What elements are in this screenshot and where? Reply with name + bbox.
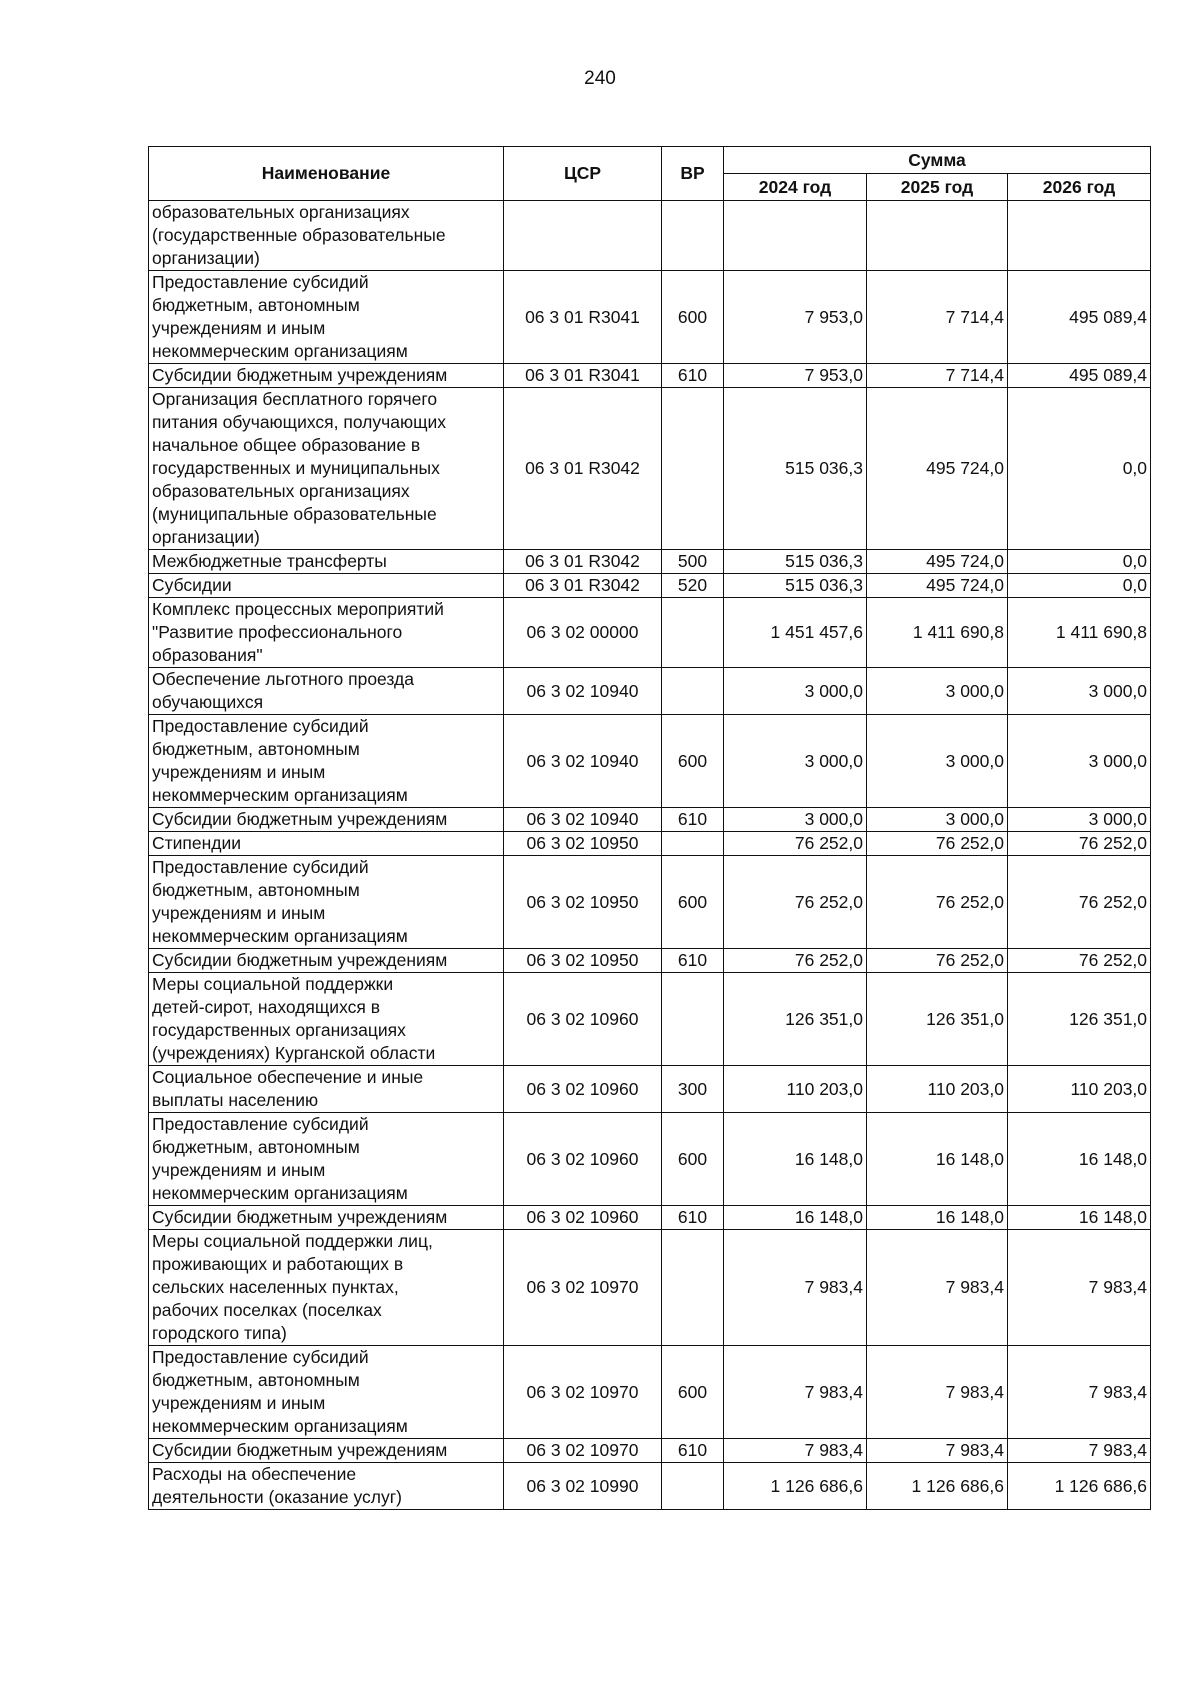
table-row [149, 271, 1151, 364]
cell-csr: 06 3 01 R3042 [504, 574, 662, 598]
cell-name: Предоставление субсидий бюджетным, автономным учреждениям и иным некоммерческим организациям [149, 715, 504, 808]
header-sum: Сумма [724, 147, 1151, 174]
cell-vr [662, 201, 724, 271]
cell-2024: 76 252,0 [724, 832, 867, 856]
table-row [149, 1206, 1151, 1230]
cell-name: Предоставление субсидий бюджетным, автономным учреждениям и иным некоммерческим организациям [149, 856, 504, 949]
cell-vr: 610 [662, 808, 724, 832]
cell-vr: 610 [662, 949, 724, 973]
table-row [149, 668, 1151, 715]
cell-vr [662, 832, 724, 856]
cell-2024: 3 000,0 [724, 808, 867, 832]
cell-2024 [724, 201, 867, 271]
cell-2026: 0,0 [1008, 388, 1151, 550]
cell-name: Обеспечение льготного проезда обучающихся [149, 668, 504, 715]
cell-vr: 600 [662, 1346, 724, 1439]
cell-vr: 610 [662, 364, 724, 388]
table-row [149, 715, 1151, 808]
cell-vr: 600 [662, 1113, 724, 1206]
cell-2025: 76 252,0 [867, 832, 1008, 856]
cell-name: образовательных организациях (государственные образовательные организации) [149, 201, 504, 271]
header-csr: ЦСР [504, 147, 662, 201]
header-year-2026: 2026 год [1008, 174, 1151, 201]
cell-2024: 110 203,0 [724, 1066, 867, 1113]
cell-name: Субсидии бюджетным учреждениям [149, 1439, 504, 1463]
table-row [149, 949, 1151, 973]
cell-name: Субсидии бюджетным учреждениям [149, 808, 504, 832]
cell-2024: 7 983,4 [724, 1439, 867, 1463]
cell-2025: 7 714,4 [867, 364, 1008, 388]
cell-vr [662, 598, 724, 668]
cell-csr: 06 3 01 R3041 [504, 271, 662, 364]
cell-vr [662, 388, 724, 550]
cell-name: Субсидии бюджетным учреждениям [149, 949, 504, 973]
cell-2025: 7 714,4 [867, 271, 1008, 364]
cell-2025 [867, 201, 1008, 271]
table-row [149, 808, 1151, 832]
cell-csr: 06 3 02 10940 [504, 808, 662, 832]
cell-vr [662, 1463, 724, 1510]
table-row [149, 1439, 1151, 1463]
cell-2024: 16 148,0 [724, 1113, 867, 1206]
cell-2024: 515 036,3 [724, 388, 867, 550]
header-year-2025: 2025 год [867, 174, 1008, 201]
cell-2025: 76 252,0 [867, 856, 1008, 949]
cell-csr: 06 3 02 10960 [504, 1113, 662, 1206]
cell-2026: 0,0 [1008, 574, 1151, 598]
cell-name: Субсидии [149, 574, 504, 598]
cell-name: Стипендии [149, 832, 504, 856]
table-row [149, 201, 1151, 271]
cell-2026: 76 252,0 [1008, 832, 1151, 856]
table-row [149, 598, 1151, 668]
cell-vr [662, 1230, 724, 1346]
cell-2025: 1 126 686,6 [867, 1463, 1008, 1510]
cell-2024: 126 351,0 [724, 973, 867, 1066]
cell-2026: 1 411 690,8 [1008, 598, 1151, 668]
cell-2024: 16 148,0 [724, 1206, 867, 1230]
cell-csr: 06 3 02 10950 [504, 856, 662, 949]
cell-csr: 06 3 02 10970 [504, 1346, 662, 1439]
cell-2026: 1 126 686,6 [1008, 1463, 1151, 1510]
cell-vr: 600 [662, 271, 724, 364]
cell-csr: 06 3 01 R3042 [504, 388, 662, 550]
cell-2025: 3 000,0 [867, 668, 1008, 715]
cell-2025: 7 983,4 [867, 1230, 1008, 1346]
cell-2026 [1008, 201, 1151, 271]
cell-name: Предоставление субсидий бюджетным, автономным учреждениям и иным некоммерческим организациям [149, 1113, 504, 1206]
cell-2026: 126 351,0 [1008, 973, 1151, 1066]
table-row [149, 973, 1151, 1066]
table-row [149, 1463, 1151, 1510]
cell-2024: 7 953,0 [724, 364, 867, 388]
cell-2025: 76 252,0 [867, 949, 1008, 973]
cell-name: Субсидии бюджетным учреждениям [149, 364, 504, 388]
table-row [149, 550, 1151, 574]
table-header [149, 147, 1151, 201]
cell-2026: 76 252,0 [1008, 856, 1151, 949]
header-vr: ВР [662, 147, 724, 201]
cell-2024: 76 252,0 [724, 949, 867, 973]
cell-2025: 3 000,0 [867, 808, 1008, 832]
table-row [149, 1346, 1151, 1439]
cell-2026: 76 252,0 [1008, 949, 1151, 973]
cell-name: Меры социальной поддержки лиц, проживающих и работающих в сельских населенных пунктах, рабочих поселках (поселках городского типа) [149, 1230, 504, 1346]
cell-2026: 495 089,4 [1008, 364, 1151, 388]
cell-vr: 500 [662, 550, 724, 574]
cell-2025: 3 000,0 [867, 715, 1008, 808]
page-number: 240 [584, 68, 616, 89]
cell-2024: 1 126 686,6 [724, 1463, 867, 1510]
cell-2026: 110 203,0 [1008, 1066, 1151, 1113]
cell-2024: 1 451 457,6 [724, 598, 867, 668]
cell-2024: 76 252,0 [724, 856, 867, 949]
cell-2025: 7 983,4 [867, 1346, 1008, 1439]
cell-2026: 7 983,4 [1008, 1439, 1151, 1463]
cell-2025: 16 148,0 [867, 1113, 1008, 1206]
table-row [149, 832, 1151, 856]
table-body [149, 201, 1151, 1510]
cell-name: Комплекс процессных мероприятий "Развитие профессионального образования" [149, 598, 504, 668]
cell-csr: 06 3 01 R3042 [504, 550, 662, 574]
cell-2024: 515 036,3 [724, 550, 867, 574]
cell-csr: 06 3 02 10940 [504, 668, 662, 715]
cell-name: Межбюджетные трансферты [149, 550, 504, 574]
cell-csr: 06 3 02 10940 [504, 715, 662, 808]
cell-csr: 06 3 02 10970 [504, 1439, 662, 1463]
cell-2026: 495 089,4 [1008, 271, 1151, 364]
cell-2026: 3 000,0 [1008, 808, 1151, 832]
cell-vr: 300 [662, 1066, 724, 1113]
cell-2026: 7 983,4 [1008, 1230, 1151, 1346]
cell-vr: 610 [662, 1439, 724, 1463]
cell-2026: 16 148,0 [1008, 1113, 1151, 1206]
cell-csr: 06 3 02 00000 [504, 598, 662, 668]
cell-csr: 06 3 02 10970 [504, 1230, 662, 1346]
table-row [149, 388, 1151, 550]
cell-2025: 7 983,4 [867, 1439, 1008, 1463]
cell-vr [662, 973, 724, 1066]
cell-2024: 7 953,0 [724, 271, 867, 364]
cell-vr [662, 668, 724, 715]
cell-csr: 06 3 02 10960 [504, 1206, 662, 1230]
cell-2026: 7 983,4 [1008, 1346, 1151, 1439]
cell-name: Предоставление субсидий бюджетным, автономным учреждениям и иным некоммерческим организациям [149, 1346, 504, 1439]
cell-csr: 06 3 02 10990 [504, 1463, 662, 1510]
cell-name: Социальное обеспечение и иные выплаты населению [149, 1066, 504, 1113]
cell-2025: 495 724,0 [867, 574, 1008, 598]
table-row [149, 1230, 1151, 1346]
table-row [149, 574, 1151, 598]
table-row [149, 1066, 1151, 1113]
cell-2025: 16 148,0 [867, 1206, 1008, 1230]
cell-2025: 126 351,0 [867, 973, 1008, 1066]
cell-2024: 7 983,4 [724, 1230, 867, 1346]
cell-csr [504, 201, 662, 271]
cell-2026: 16 148,0 [1008, 1206, 1151, 1230]
cell-2026: 0,0 [1008, 550, 1151, 574]
cell-2026: 3 000,0 [1008, 668, 1151, 715]
cell-vr: 600 [662, 715, 724, 808]
cell-csr: 06 3 02 10950 [504, 949, 662, 973]
cell-2024: 7 983,4 [724, 1346, 867, 1439]
table-row [149, 856, 1151, 949]
cell-name: Предоставление субсидий бюджетным, автономным учреждениям и иным некоммерческим организациям [149, 271, 504, 364]
cell-2024: 3 000,0 [724, 668, 867, 715]
cell-2026: 3 000,0 [1008, 715, 1151, 808]
budget-table [148, 146, 1151, 1510]
cell-2025: 110 203,0 [867, 1066, 1008, 1113]
cell-2025: 1 411 690,8 [867, 598, 1008, 668]
cell-vr: 520 [662, 574, 724, 598]
cell-name: Меры социальной поддержки детей-сирот, находящихся в государственных организациях (учреждениях) Курганской области [149, 973, 504, 1066]
table-row [149, 1113, 1151, 1206]
cell-vr: 610 [662, 1206, 724, 1230]
cell-2025: 495 724,0 [867, 388, 1008, 550]
cell-vr: 600 [662, 856, 724, 949]
cell-name: Организация бесплатного горячего питания обучающихся, получающих начальное общее образование в государственных и муниципальных образовательных организациях (муниципальные образовательные организации) [149, 388, 504, 550]
cell-csr: 06 3 02 10960 [504, 973, 662, 1066]
cell-csr: 06 3 02 10950 [504, 832, 662, 856]
cell-2025: 495 724,0 [867, 550, 1008, 574]
header-year-2024: 2024 год [724, 174, 867, 201]
cell-2024: 3 000,0 [724, 715, 867, 808]
header-name: Наименование [149, 147, 504, 201]
cell-2024: 515 036,3 [724, 574, 867, 598]
table-row [149, 364, 1151, 388]
cell-name: Субсидии бюджетным учреждениям [149, 1206, 504, 1230]
cell-csr: 06 3 01 R3041 [504, 364, 662, 388]
cell-name: Расходы на обеспечение деятельности (оказание услуг) [149, 1463, 504, 1510]
cell-csr: 06 3 02 10960 [504, 1066, 662, 1113]
